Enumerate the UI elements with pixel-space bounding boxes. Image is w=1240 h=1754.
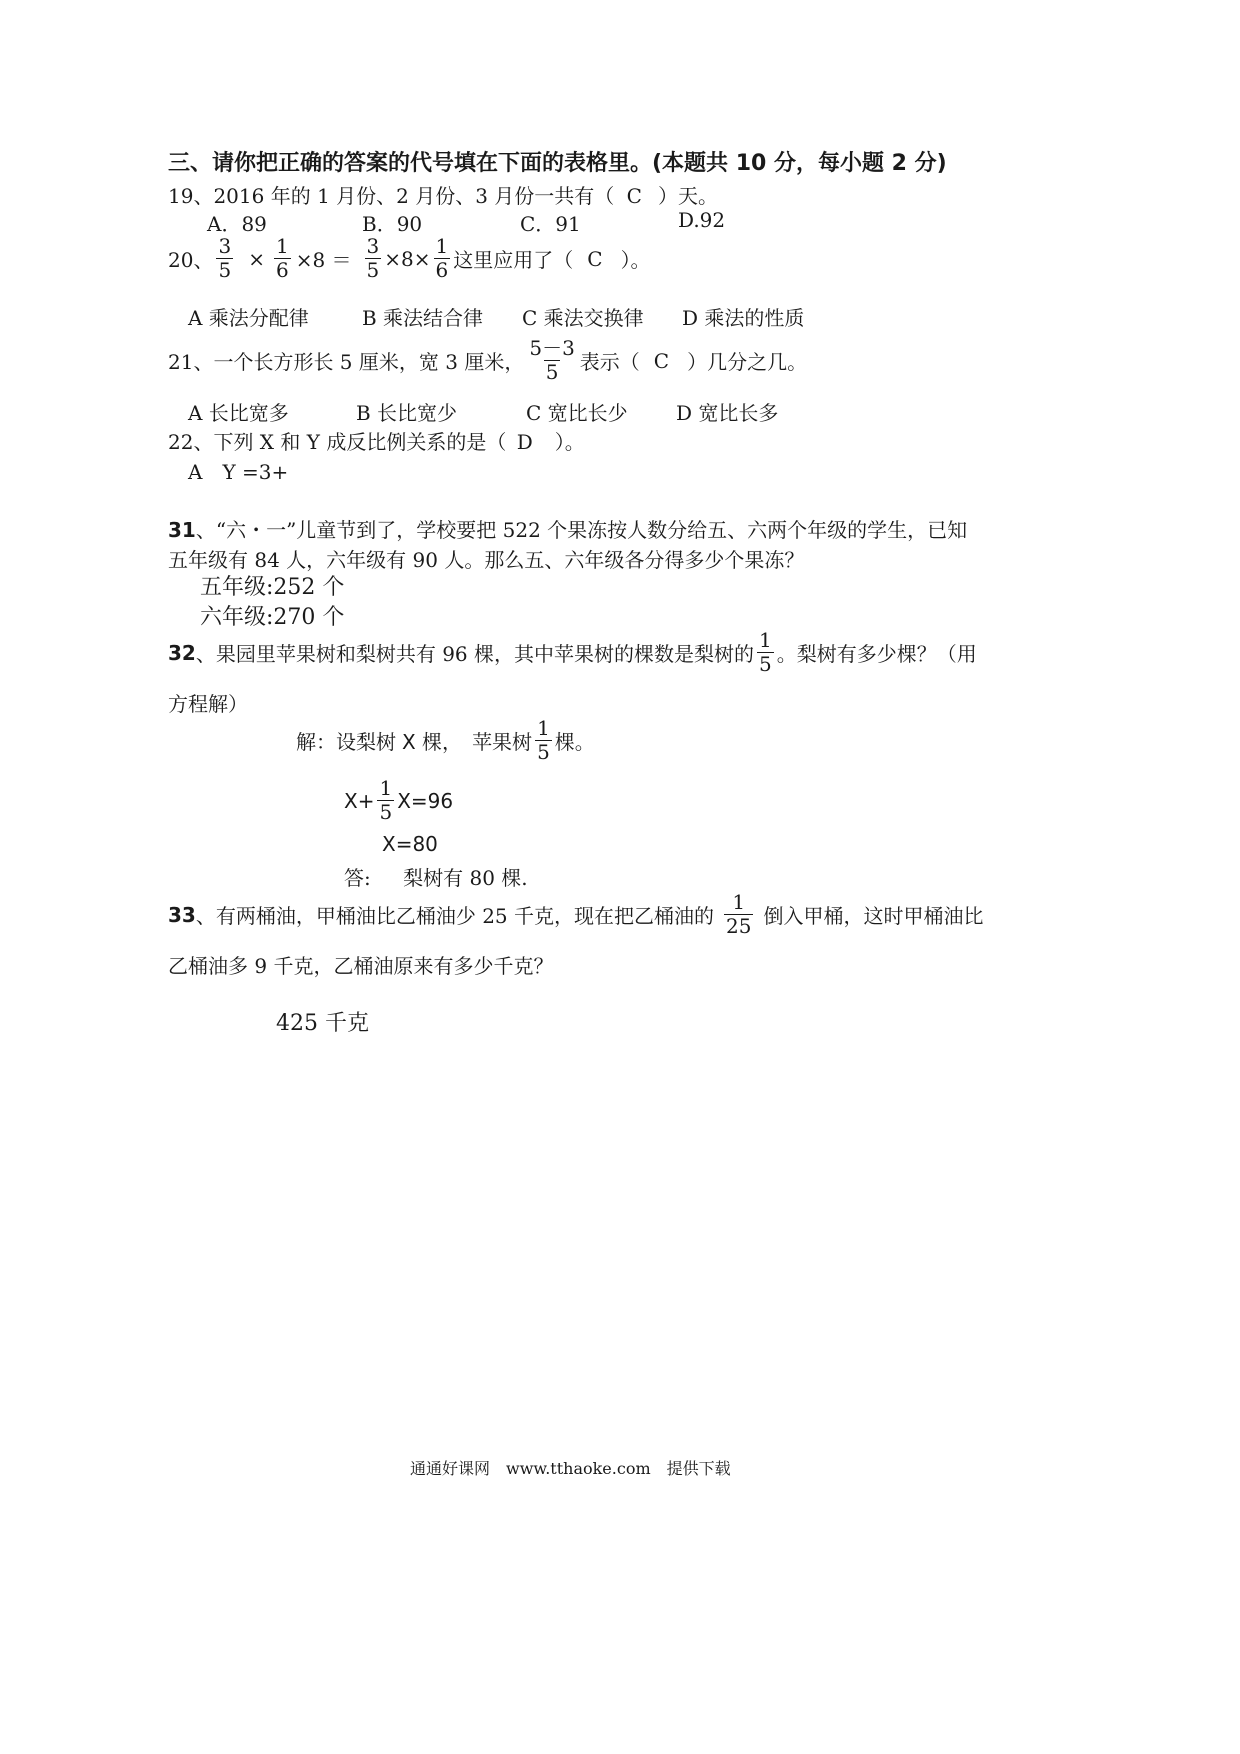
option-b: B．90: [362, 212, 423, 236]
question-number: 32: [168, 640, 196, 665]
option-a: A 乘法分配律: [188, 306, 309, 330]
answer-mark: C: [587, 246, 603, 271]
fraction: [365, 236, 382, 281]
answer-text: 425 千克: [276, 1011, 369, 1036]
fraction: [377, 778, 394, 823]
denominator: 6: [435, 258, 449, 282]
equation-text: X=96: [397, 788, 454, 813]
answer-line: [344, 862, 528, 891]
solution-text: 棵。: [554, 730, 595, 754]
option-d: D 乘法的性质: [682, 306, 805, 330]
question-text: 。梨树有多少棵？（用: [776, 642, 977, 666]
fraction: [434, 236, 451, 281]
question-text: 倒入甲桶，这时甲桶油比: [763, 904, 984, 928]
numerator: 3: [218, 234, 232, 258]
footer-text: 通通好课网 www.tthaoke.com 提供下载: [410, 1459, 731, 1478]
question-text: 、有两桶油，甲桶油比乙桶油少 25 千克，现在把乙桶油的: [195, 904, 715, 928]
question-text: ）。: [620, 248, 651, 272]
option-c: C 乘法交换律: [522, 306, 644, 330]
denominator: 5: [545, 360, 559, 384]
denominator: 5: [379, 800, 393, 824]
answer-text: 六年级:270 个: [200, 605, 345, 630]
solution-text: X 棵，: [402, 730, 463, 754]
numerator: 1: [275, 234, 289, 258]
fraction: [216, 236, 233, 281]
fraction: [527, 338, 576, 383]
question-33: [168, 892, 983, 937]
option-b: B 乘法结合律: [362, 306, 484, 330]
fraction: [757, 630, 774, 675]
operator: ×8 ＝: [295, 248, 352, 272]
question-text: 乙桶油多 9 千克，乙桶油原来有多少千克？: [168, 954, 554, 978]
answer-text: 梨树有 80 棵.: [403, 866, 528, 890]
answer-text: 五年级:252 个: [200, 575, 345, 600]
option-a: A Y =3+: [188, 460, 289, 484]
numerator: 5－3: [529, 336, 575, 360]
section-heading: 三、请你把正确的答案的代号填在下面的表格里。(本题共 10 分，每小题 2 分): [168, 151, 947, 176]
question-text: 2016 年的 1 月份、2 月份、3 月份一共有（: [213, 184, 615, 208]
question-number: 20、: [168, 248, 214, 272]
fraction: [724, 892, 753, 937]
equation-text: X+: [344, 788, 375, 813]
question-19: [168, 180, 718, 209]
answer-mark: D: [516, 430, 533, 454]
question-text: 、“六・一”儿童节到了，学校要把 522 个果冻按人数分给五、六两个年级的学生，已知: [195, 518, 968, 542]
solution-text: 解：设梨树: [296, 730, 396, 754]
question-21: [168, 338, 807, 383]
option-a: A．89: [207, 212, 267, 236]
question-32: [168, 630, 977, 675]
numerator: 1: [537, 716, 550, 740]
solution-text: 苹果树: [472, 730, 533, 754]
question-number: 21、: [168, 350, 214, 374]
equation-result: X=80: [382, 832, 438, 856]
solution-line: [296, 718, 595, 763]
question-number: 31: [168, 518, 196, 542]
option-b: B 长比宽少: [356, 401, 458, 425]
question-text: 、果园里苹果树和梨树共有 96 棵，其中苹果树的棵数是梨树的: [195, 642, 755, 666]
option-d: D 宽比长多: [676, 401, 779, 425]
answer-mark: C: [626, 184, 642, 208]
numerator: 3: [366, 234, 380, 258]
fraction: [274, 236, 291, 281]
numerator: 1: [435, 234, 449, 258]
operator: ×8×: [384, 246, 431, 271]
question-text: ）几分之几。: [687, 350, 808, 374]
option-d: D.92: [678, 208, 726, 232]
answer-mark: C: [653, 348, 670, 373]
operator: ×: [248, 246, 265, 271]
denominator: 5: [366, 258, 380, 282]
option-c: C 宽比长少: [526, 401, 628, 425]
question-text: 表示（: [579, 350, 640, 374]
denominator: 6: [275, 258, 289, 282]
question-text: ）天。: [657, 184, 718, 208]
fraction: [535, 718, 552, 763]
numerator: 1: [732, 890, 746, 914]
question-text: 一个长方形长 5 厘米，宽 3 厘米，: [213, 350, 525, 374]
question-text: 五年级有 84 人，六年级有 90 人。那么五、六年级各分得多少个果冻？: [168, 548, 805, 572]
question-31: [168, 514, 967, 543]
option-c: C．91: [520, 212, 581, 236]
numerator: 1: [379, 776, 393, 800]
question-number: 19、: [168, 184, 214, 208]
question-number: 22、: [168, 430, 214, 454]
option-a: A 长比宽多: [188, 401, 289, 425]
question-text: 这里应用了（: [453, 248, 574, 272]
denominator: 5: [537, 740, 550, 764]
question-20: [168, 236, 651, 281]
equation-line: [344, 778, 453, 823]
denominator: 5: [759, 652, 772, 676]
question-22: [168, 426, 585, 455]
question-text: 方程解）: [168, 692, 248, 716]
question-text: 下列 X 和 Y 成反比例关系的是（: [213, 430, 507, 454]
question-number: 33: [168, 902, 196, 927]
denominator: 25: [726, 914, 752, 938]
answer-label: 答:: [344, 866, 371, 890]
question-text: ）。: [554, 430, 585, 454]
numerator: 1: [759, 628, 772, 652]
denominator: 5: [218, 258, 232, 282]
